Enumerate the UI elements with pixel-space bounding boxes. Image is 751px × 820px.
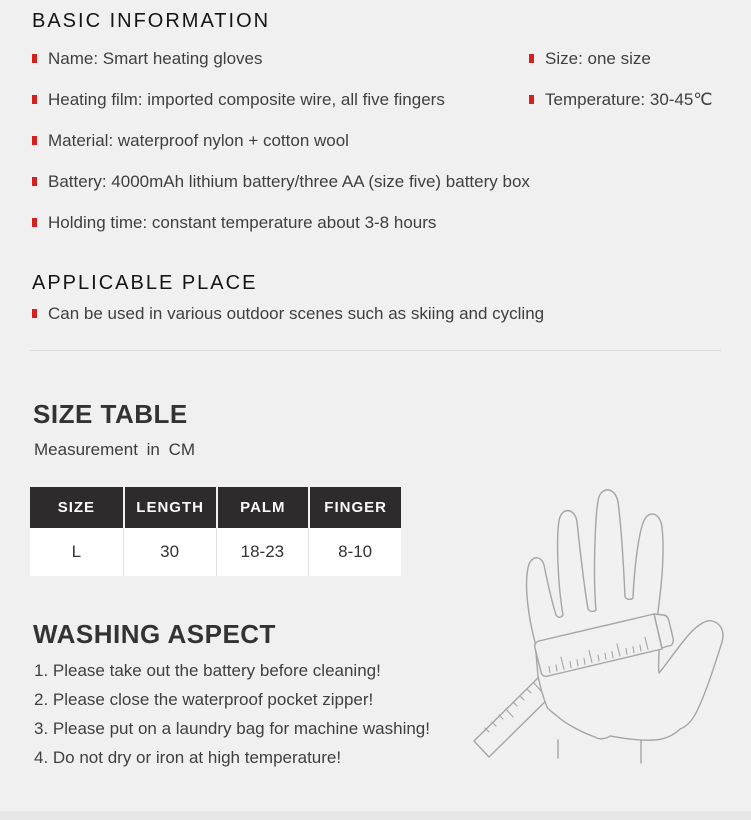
size-table-header-cell: FINGER [308, 487, 401, 528]
size-table-header-cell: PALM [216, 487, 309, 528]
bullet-icon [32, 136, 37, 145]
basic-info-item [32, 49, 263, 69]
glove-measurement-illustration [458, 470, 751, 810]
bullet-icon [32, 95, 37, 104]
size-table-cell: 18-23 [216, 528, 309, 576]
section-divider [30, 350, 721, 351]
basic-info-item [32, 90, 445, 110]
washing-aspect-title: WASHING ASPECT [33, 619, 276, 649]
basic-info-item-text: Size: one size [545, 49, 651, 68]
bullet-icon [32, 218, 37, 227]
hand-outline [527, 490, 723, 740]
washing-step: 3. Please put on a laundry bag for machine washing! [34, 719, 430, 738]
bullet-icon [32, 309, 37, 318]
bullet-icon [32, 54, 37, 63]
basic-info-item-text: Name: Smart heating gloves [48, 49, 263, 68]
size-table-cell: L [71, 542, 82, 561]
basic-info-item [32, 131, 349, 151]
washing-step: 2. Please close the waterproof pocket zipper! [34, 690, 374, 709]
bullet-icon [529, 95, 534, 104]
wrist-lines [558, 740, 641, 763]
applicable-place-item [32, 304, 544, 324]
bullet-icon [529, 54, 534, 63]
size-table-header-row [30, 487, 401, 528]
basic-info-item [529, 49, 651, 69]
washing-step: 4. Do not dry or iron at high temperature! [34, 748, 342, 767]
applicable-place-item-text: Can be used in various outdoor scenes such as skiing and cycling [48, 304, 545, 323]
size-table-subtitle: Measurement in CM [34, 440, 196, 459]
basic-information-title: BASIC INFORMATION [32, 10, 271, 32]
applicable-place-title: APPLICABLE PLACE [32, 272, 258, 294]
basic-info-item-text: Temperature: 30-45℃ [545, 90, 713, 109]
basic-info-item [529, 90, 712, 110]
bottom-strip [0, 811, 751, 820]
size-table [30, 487, 401, 576]
bullet-icon [32, 177, 37, 186]
basic-info-item-text: Battery: 4000mAh lithium battery/three AA (size five) battery box [48, 172, 530, 191]
size-table-header-cell: SIZE [57, 499, 96, 516]
size-table-title: SIZE TABLE [33, 399, 188, 429]
basic-info-item [32, 172, 530, 192]
size-table-cell: 8-10 [308, 528, 401, 576]
basic-info-item [32, 213, 436, 233]
washing-step: 1. Please take out the battery before cleaning! [34, 661, 381, 680]
size-table-header-cell: LENGTH [123, 487, 216, 528]
basic-info-item-text: Material: waterproof nylon + cotton wool [48, 131, 349, 150]
size-table-row [30, 528, 401, 576]
basic-info-item-text: Heating film: imported composite wire, all five fingers [48, 90, 445, 109]
size-table-cell: 30 [123, 528, 216, 576]
basic-info-item-text: Holding time: constant temperature about 3-8 hours [48, 213, 437, 232]
